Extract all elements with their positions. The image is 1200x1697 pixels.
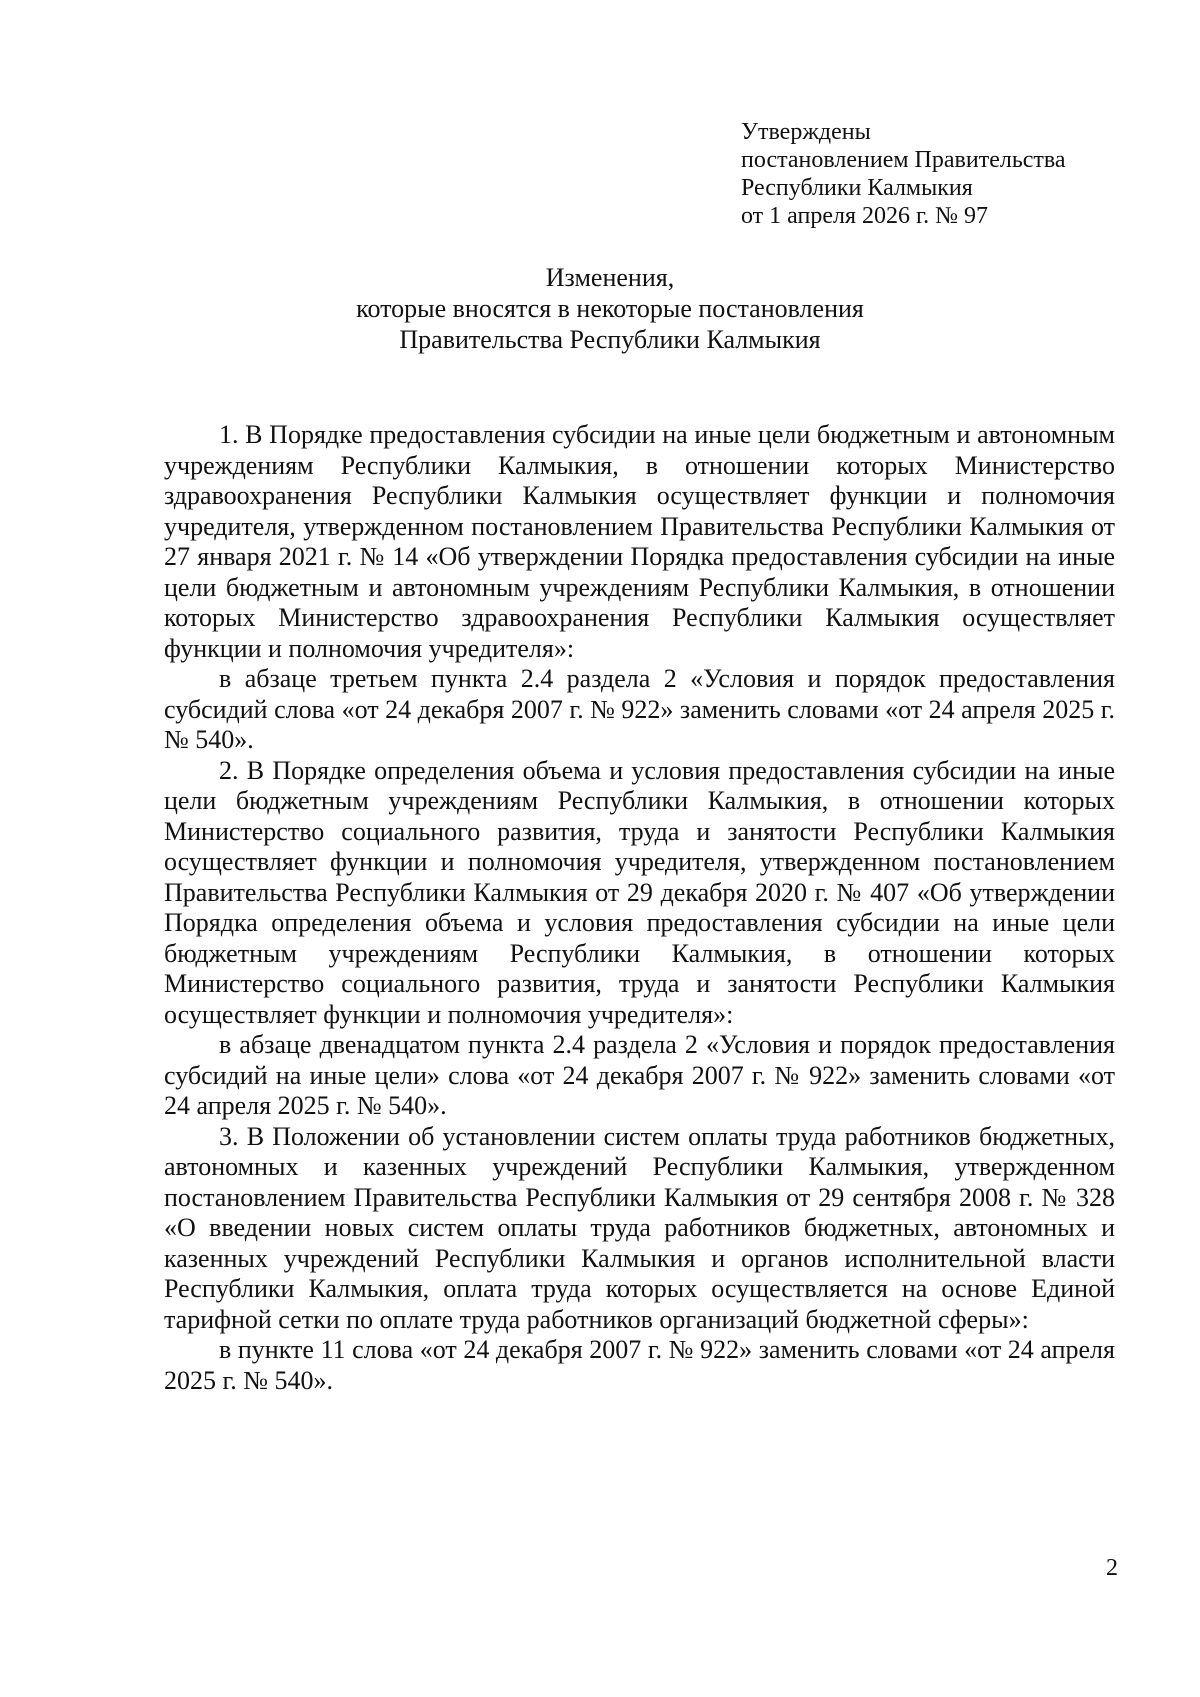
paragraph-item-2: 2. В Порядке определения объема и условия предоставления субсидии на иные цели бюджетным учреждениям Республики Калмыкия, в отношении которых Министерство социального развития, труда и занятости Республики Калмыкия осуществляет функции и полномочия учредителя, утвержденном постановлением Правительства Республики Калмыкия от 29 декабря 2020 г. № 407 «Об утверждении Порядка определения объема и условия предоставления субсидии на иные цели бюджетным учреждениям Республики Калмыкия, в отношении которых Министерство социального развития, труда и занятости Республики Калмыкия осуществляет функции и полномочия учредителя»: bbox=[164, 755, 1115, 1029]
approval-line: Республики Калмыкия bbox=[741, 175, 973, 201]
title-line: Изменения, bbox=[545, 263, 675, 292]
paragraph-item-1: 1. В Порядке предоставления субсидии на иные цели бюджетным и автономным учреждениям Республики Калмыкия, в отношении которых Министерство здравоохранения Республики Калмыкия осуществляет функции и полномочия учредителя, утвержденном постановлением Правительства Республики Калмыкия от 27 января 2021 г. № 14 «Об утверждении Порядка предоставления субсидии на иные цели бюджетным и автономным учреждениям Республики Калмыкия, в отношении которых Министерство здравоохранения Республики Калмыкия осуществляет функции и полномочия учредителя»: bbox=[164, 420, 1115, 663]
document-title bbox=[0, 262, 1200, 355]
title-line: Правительства Республики Калмыкия bbox=[399, 325, 821, 354]
paragraph-item-3: 3. В Положении об установлении систем оплаты труда работников бюджетных, автономных и казенных учреждений Республики Калмыкия, утвержденном постановлением Правительства Республики Калмыкия от 29 сентября 2008 г. № 328 «О введении новых систем оплаты труда работников бюджетных, автономных и казенных учреждений Республики Калмыкия и органов исполнительной власти Республики Калмыкия, оплата труда которых осуществляется на основе Единой тарифной сетки по оплате труда работников организаций бюджетной сферы»: bbox=[164, 1121, 1115, 1334]
approval-block bbox=[741, 118, 1066, 230]
approval-line: постановлением Правительства bbox=[741, 147, 1066, 173]
approval-line: от 1 апреля 2026 г. № 97 bbox=[741, 203, 989, 229]
page-number: 2 bbox=[1106, 1555, 1118, 1581]
paragraph-item-1-change: в абзаце третьем пункта 2.4 раздела 2 «Условия и порядок предоставления субсидий слова «от 24 декабря 2007 г. № 922» заменить словами «от 24 апреля 2025 г. № 540». bbox=[164, 664, 1115, 754]
approval-line: Утверждены bbox=[741, 119, 871, 145]
document-body bbox=[164, 420, 1115, 1396]
paragraph-item-2-change: в абзаце двенадцатом пункта 2.4 раздела 2 «Условия и порядок предоставления субсидий на иные цели» слова «от 24 декабря 2007 г. № 922» заменить словами «от 24 апреля 2025 г. № 540». bbox=[164, 1030, 1115, 1120]
paragraph-item-3-change: в пункте 11 слова «от 24 декабря 2007 г. № 922» заменить словами «от 24 апреля 2025 г. № 540». bbox=[164, 1335, 1115, 1395]
title-line: которые вносятся в некоторые постановления bbox=[356, 294, 864, 323]
